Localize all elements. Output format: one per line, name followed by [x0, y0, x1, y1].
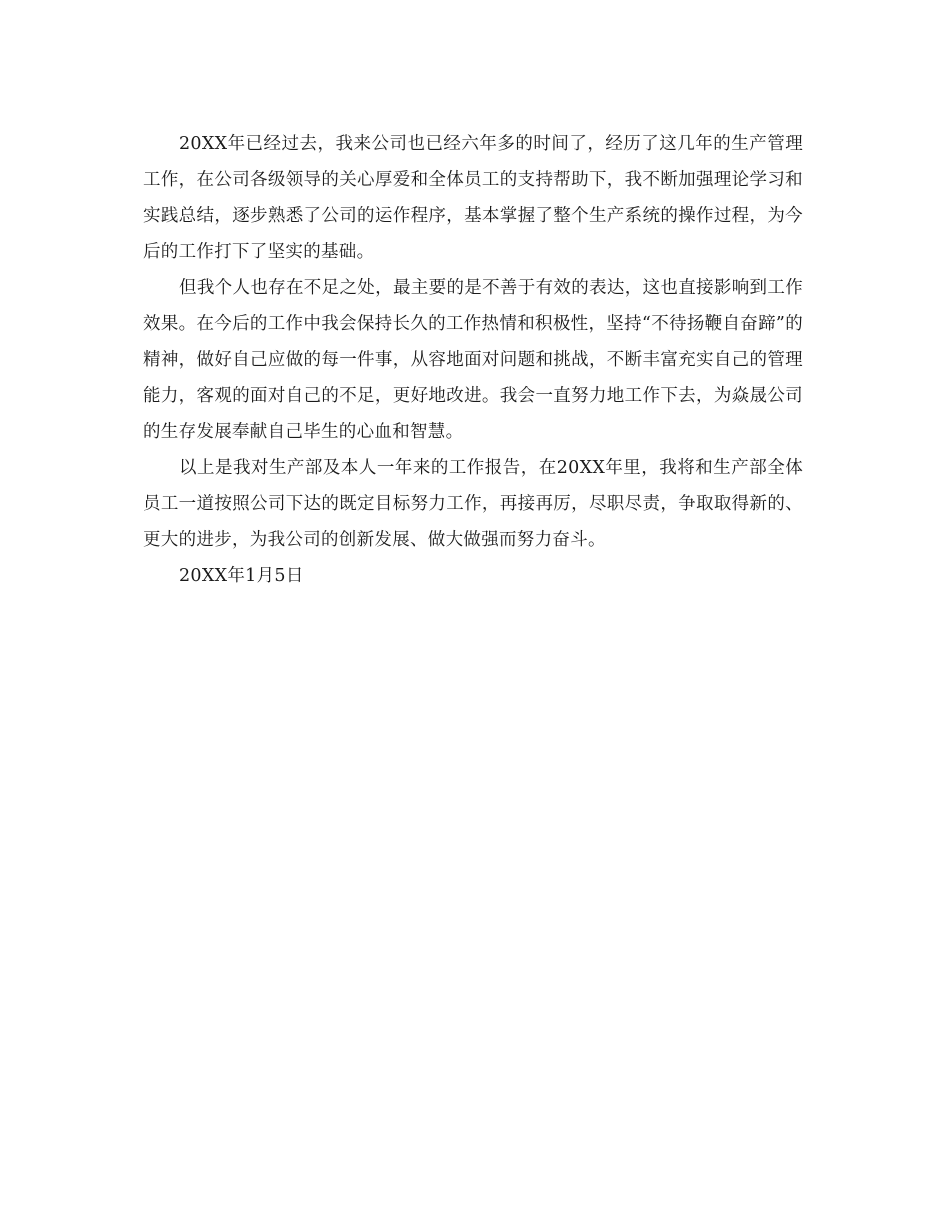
- paragraph-1: 20XX年已经过去，我来公司也已经六年多的时间了，经历了这几年的生产管理工作，在公司各级领导的关心厚爱和全体员工的支持帮助下，我不断加强理论学习和实践总结，逐步熟悉了公司的运作程序，基本掌握了整个生产系统的操作过程，为今后的工作打下了坚实的基础。: [143, 134, 803, 262]
- document-date: 20XX年1月5日: [179, 566, 304, 586]
- document-body: [143, 126, 803, 594]
- paragraph-2: 但我个人也存在不足之处，最主要的是不善于有效的表达，这也直接影响到工作效果。在今后的工作中我会保持长久的工作热情和积极性，坚持“不待扬鞭自奋蹄”的精神，做好自己应做的每一件事，从容地面对问题和挑战，不断丰富充实自己的管理能力，客观的面对自己的不足，更好地改进。我会一直努力地工作下去，为焱晟公司的生存发展奉献自己毕生的心血和智慧。: [143, 278, 803, 442]
- paragraph-3: 以上是我对生产部及本人一年来的工作报告，在20XX年里，我将和生产部全体员工一道按照公司下达的既定目标努力工作，再接再厉，尽职尽责，争取取得新的、更大的进步，为我公司的创新发展、做大做强而努力奋斗。: [143, 458, 803, 550]
